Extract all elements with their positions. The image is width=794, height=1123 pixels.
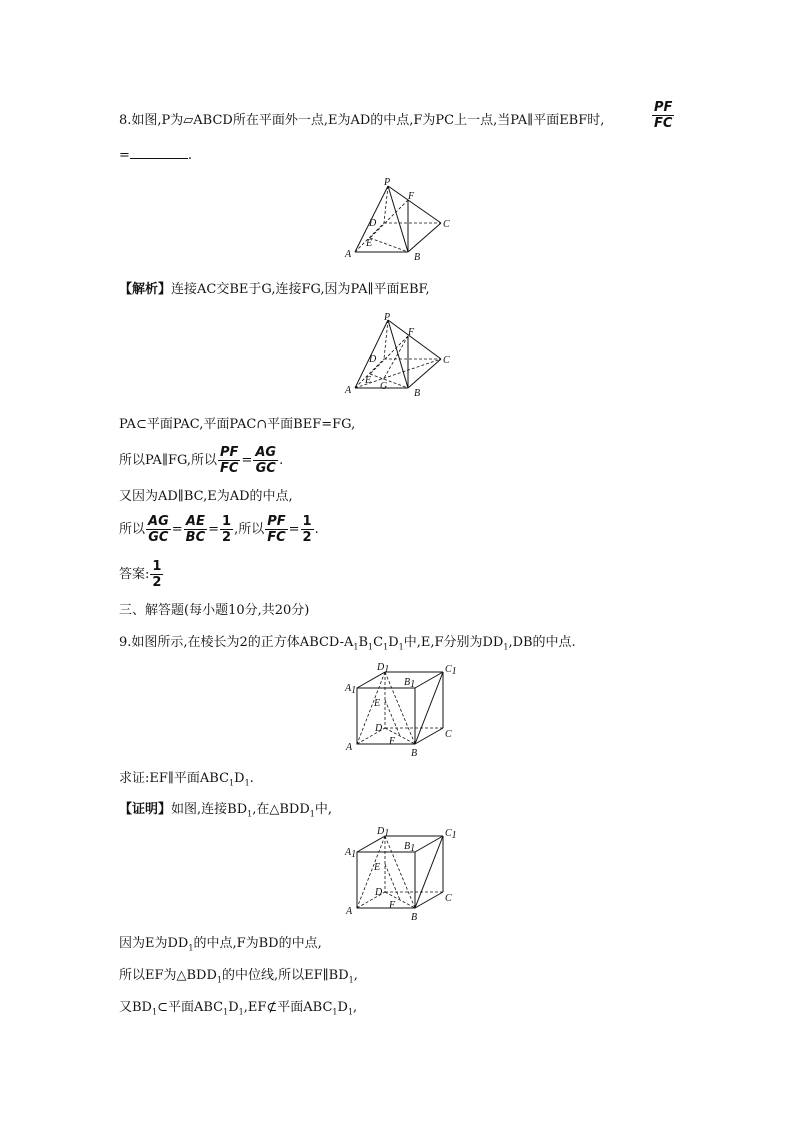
cube1-c1-sub: 1 [451, 666, 457, 677]
q8-stem: 8.如图,P为▱ABCD所在平面外一点,E为AD的中点,F为PC上一点,当PA∥平面EBF时, [119, 113, 605, 128]
p2-sub-1: 1 [216, 975, 223, 985]
l2-frac-2-den: GC [255, 461, 276, 476]
cube1-a1-letter: A [345, 683, 352, 694]
l4-frac-4-num: PF [267, 514, 286, 529]
fig2-label-a: A [345, 385, 352, 396]
q8-stem-line [119, 112, 604, 130]
answer-frac-num: 1 [152, 559, 162, 574]
cube1-b1-sub: 1 [410, 679, 416, 690]
section-heading [119, 602, 309, 620]
p2-b: 的中位线,所以EF∥BD [222, 968, 349, 983]
p3-d: ,EF⊄平面ABC [243, 1000, 333, 1015]
l4-frac-5-den: 2 [302, 530, 312, 545]
l2-eq: = [241, 453, 253, 468]
fig1-label-f: F [408, 191, 415, 202]
answer-frac-den: 2 [152, 575, 162, 590]
q9-sub-2: 1 [368, 642, 374, 652]
q9-stem-c1: C [373, 635, 384, 650]
q9-sub-4: 1 [398, 642, 404, 652]
fig2-label-d: D [369, 354, 377, 365]
q8-blank [130, 145, 188, 159]
p3-c: D [228, 1000, 239, 1015]
p3-f: , [353, 1000, 358, 1015]
q9-stem-b1: B [358, 635, 369, 650]
cube2-a1-sub: 1 [351, 849, 357, 860]
l4-frac-2-num: AE [184, 514, 207, 530]
l4-eq3: = [288, 522, 300, 537]
cube2-a1 [344, 847, 356, 860]
p2-sub-2: 1 [348, 975, 354, 985]
l4-pre: 所以 [119, 522, 146, 537]
cube2-c1-letter: C [445, 828, 452, 839]
p3-sub-5: 1 [347, 1007, 354, 1017]
l4-frac-2-den: BC [185, 530, 206, 545]
cube1-a1 [344, 683, 356, 696]
fig2-label-e: E [365, 375, 372, 386]
cube1-d1-sub: 1 [384, 664, 390, 675]
proof-tag: 【证明】 [119, 802, 172, 817]
q8-fraction [652, 100, 674, 131]
proof-b: ,在△BDD [252, 802, 310, 817]
proof-line [119, 801, 332, 819]
fig1-label-e: E [366, 238, 373, 249]
p3-e: D [337, 1000, 348, 1015]
q9-sub-3: 1 [383, 642, 389, 652]
cube1-d1 [376, 662, 389, 675]
cube2-c1-sub: 1 [451, 830, 457, 841]
fig1-label-b: B [414, 252, 421, 263]
p2-a: 所以EF为△BDD [119, 968, 217, 983]
cube2-d1-sub: 1 [384, 828, 390, 839]
fig2-label-p: P [384, 312, 391, 323]
solution-line-4 [119, 514, 319, 545]
cube1-d1-letter: D [377, 662, 385, 673]
solution-line-3-text: 又因为AD∥BC,E为AD的中点, [119, 489, 293, 504]
solution-line-1-text: PA⊂平面PAC,平面PAC∩平面BEF=FG, [119, 417, 356, 432]
fig1-label-p: P [384, 177, 391, 188]
cube2-a1-letter: A [345, 847, 352, 858]
q9-stem-c: ,DB的中点. [508, 635, 576, 650]
l4-frac-5 [301, 514, 314, 545]
p2-c: , [353, 968, 358, 983]
l4-frac-3-num: 1 [222, 514, 232, 529]
prove-sub-1: 1 [229, 778, 235, 788]
analysis-text: 连接AC交BE于G,连接FG,因为PA∥平面EBF, [171, 282, 430, 297]
cube2-f: F [389, 900, 396, 911]
fig1-label-c: C [443, 219, 450, 230]
solution-line-3 [119, 488, 293, 506]
fig2-label-c: C [443, 355, 450, 366]
prove-sub-2: 1 [244, 778, 250, 788]
l4-frac-5-num: 1 [302, 514, 312, 529]
p1-sub-1: 1 [188, 943, 194, 953]
q8-frac-den: FC [654, 116, 673, 131]
cube1-c1 [445, 664, 457, 677]
proof-step-1 [119, 935, 322, 953]
cube2-b: B [411, 912, 418, 923]
cube1-c1-letter: C [445, 664, 452, 675]
cube1-b: B [411, 748, 418, 759]
analysis-tag: 【解析】 [119, 282, 172, 297]
l2-frac-2 [253, 445, 278, 476]
p3-sub-1: 1 [151, 1007, 158, 1017]
l4-frac-3-den: 2 [222, 530, 232, 545]
prove-c: . [249, 771, 254, 786]
cube1-a: A [346, 742, 353, 753]
l4-frac-1-num: AG [148, 514, 169, 529]
l4-frac-1-den: GC [148, 530, 169, 545]
l2-frac-2-num: AG [255, 445, 277, 460]
cube2-b1 [404, 841, 415, 854]
p1-b: 的中点,F为BD的中点, [193, 936, 322, 951]
q9-stem-d1: D [388, 635, 399, 650]
cube2-b1-sub: 1 [410, 843, 416, 854]
q9-sub-1: 1 [353, 642, 359, 652]
solution-line-2 [119, 445, 283, 476]
analysis-line [119, 281, 430, 299]
l4-frac-4-den: FC [267, 530, 286, 545]
p3-b: ⊂平面ABC [157, 1000, 224, 1015]
cube2-c: C [445, 893, 452, 904]
l4-eq1: = [171, 522, 183, 537]
proof-c: 中, [314, 802, 332, 817]
cube1-e: E [374, 698, 381, 709]
l2-frac-1 [218, 445, 240, 476]
proof-sub-1: 1 [247, 809, 253, 819]
cube2-a: A [346, 906, 353, 917]
prove-b: D [234, 771, 245, 786]
q8-answer-line [119, 145, 192, 165]
l4-frac-4 [265, 514, 287, 545]
l4-frac-3 [220, 514, 233, 545]
answer-frac [150, 559, 163, 590]
l2-frac-1-den: FC [220, 461, 239, 476]
cube2-c1 [445, 828, 457, 841]
answer-pre: 答案: [119, 567, 150, 582]
cube1-c: C [445, 729, 452, 740]
fig2-label-f: F [408, 327, 415, 338]
l2-pre: 所以PA∥FG,所以 [119, 453, 218, 468]
q8-end: . [187, 148, 193, 163]
cube2-b1-letter: B [404, 841, 411, 852]
prove-line [119, 770, 254, 788]
cube2-d1 [376, 826, 389, 839]
cube2-e: E [374, 862, 381, 873]
proof-a: 如图,连接BD [171, 802, 248, 817]
q9-sub-5: 1 [503, 642, 509, 652]
p3-a: 又BD [119, 1000, 152, 1015]
l4-mid: ,所以 [234, 522, 265, 537]
cube1-b1 [404, 677, 415, 690]
q8-eq: = [119, 148, 130, 163]
fig2-label-g: G [380, 381, 388, 392]
cube2-d: D [375, 887, 383, 898]
cube1-b1-letter: B [404, 677, 411, 688]
l4-end: . [314, 522, 319, 537]
cube1-f: F [389, 736, 396, 747]
q9-stem-b: 中,E,F分别为DD [403, 635, 504, 650]
l4-eq2: = [208, 522, 220, 537]
p3-sub-3: 1 [238, 1007, 244, 1017]
p3-sub-4: 1 [332, 1007, 338, 1017]
q8-frac-num: PF [654, 100, 673, 115]
q9-stem-a: 9.如图所示,在棱长为2的正方体ABCD-A [119, 635, 354, 650]
fig1-label-a: A [345, 249, 352, 260]
proof-step-3 [119, 999, 357, 1017]
l4-frac-2 [184, 514, 207, 545]
cube1-d: D [375, 723, 383, 734]
fig1-label-d: D [369, 218, 377, 229]
prove-a: 求证:EF∥平面ABC [119, 771, 230, 786]
proof-sub-2: 1 [309, 809, 315, 819]
cube1-a1-sub: 1 [351, 685, 357, 696]
cube2-d1-letter: D [377, 826, 385, 837]
solution-line-1 [119, 416, 355, 434]
fig2-label-b: B [414, 388, 421, 399]
l2-end: . [279, 453, 284, 468]
section-heading-text: 三、解答题(每小题10分,共20分) [119, 603, 310, 618]
l2-frac-1-num: PF [220, 445, 239, 460]
p3-sub-2: 1 [223, 1007, 229, 1017]
proof-step-2 [119, 967, 358, 985]
q9-stem [119, 634, 576, 652]
p1-a: 因为E为DD [119, 936, 189, 951]
answer-line [119, 559, 164, 590]
l4-frac-1 [146, 514, 171, 545]
